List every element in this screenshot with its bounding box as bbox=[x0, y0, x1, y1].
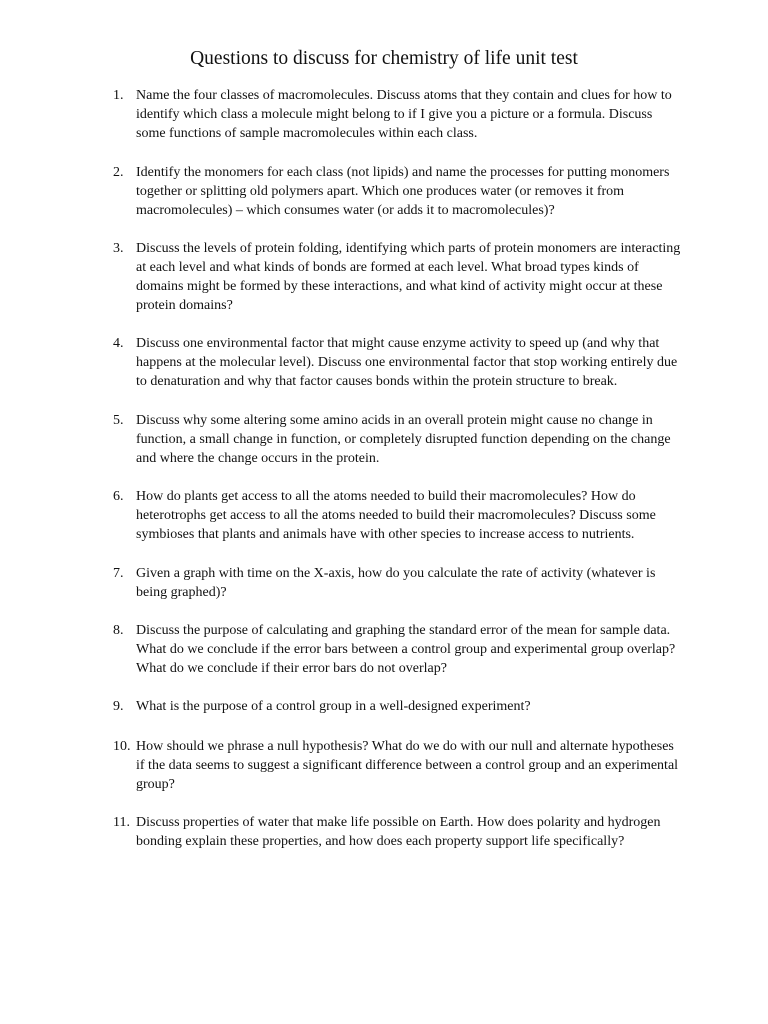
question-text bbox=[136, 737, 681, 794]
question-number: 9. bbox=[113, 699, 124, 714]
question-number: 8. bbox=[113, 623, 124, 638]
question-number: 6. bbox=[113, 489, 124, 504]
question-text-line: domains might be formed by these interactions, and what kind of activity might occur at these bbox=[136, 279, 663, 294]
question-text bbox=[136, 239, 681, 315]
question-number: 3. bbox=[113, 241, 124, 256]
question-number: 11. bbox=[113, 815, 130, 830]
question-text-line: Name the four classes of macromolecules. Discuss atoms that they contain and clues for how to bbox=[136, 88, 672, 103]
question-text bbox=[136, 334, 681, 391]
question-text-line: some functions of sample macromolecules within each class. bbox=[136, 126, 478, 141]
question-text-line: being graphed)? bbox=[136, 585, 227, 600]
page-title: Questions to discuss for chemistry of life unit test bbox=[190, 48, 578, 69]
question-number: 7. bbox=[113, 566, 124, 581]
question-text-line: function, a small change in function, or completely disrupted function depending on the change bbox=[136, 432, 671, 447]
question-text-line: group? bbox=[136, 777, 175, 792]
question-text bbox=[136, 564, 681, 602]
question-text bbox=[136, 621, 681, 678]
question-text bbox=[136, 411, 681, 468]
question-number: 5. bbox=[113, 413, 124, 428]
question-text-line: What is the purpose of a control group in a well-designed experiment? bbox=[136, 699, 531, 714]
question-text-line: together or splitting old polymers apart. Which one produces water (or removes it from bbox=[136, 184, 625, 199]
question-text-line: and where the change occurs in the protein. bbox=[136, 451, 380, 466]
question-text-line: to denaturation and why that factor causes bonds within the protein structure to break. bbox=[136, 374, 618, 389]
question-text-line: protein domains? bbox=[136, 298, 233, 313]
question-text bbox=[136, 86, 681, 143]
question-text-line: What do we conclude if their error bars do not overlap? bbox=[136, 661, 447, 676]
question-text-line: What do we conclude if the error bars between a control group and experimental group overlap? bbox=[136, 642, 676, 657]
question-text-line: bonding explain these properties, and how does each property support life specifically? bbox=[136, 834, 625, 849]
question-text-line: symbioses that plants and animals have with other species to increase access to nutrients. bbox=[136, 527, 635, 542]
question-text bbox=[136, 487, 681, 544]
question-text-line: heterotrophs get access to all the atoms needed to build their macromolecules? Discuss some bbox=[136, 508, 656, 523]
question-text-line: happens at the molecular level). Discuss one environmental factor that stop working entirely due bbox=[136, 355, 678, 370]
question-text-line: if the data seems to suggest a significant difference between a control group and an experimental bbox=[136, 758, 679, 773]
question-text bbox=[136, 163, 681, 220]
question-text-line: Identify the monomers for each class (not lipids) and name the processes for putting monomers bbox=[136, 165, 670, 180]
question-text-line: Discuss one environmental factor that might cause enzyme activity to speed up (and why that bbox=[136, 336, 660, 351]
question-number: 1. bbox=[113, 88, 124, 103]
question-text-line: identify which class a molecule might belong to if I give you a picture or a formula. Discuss bbox=[136, 107, 653, 122]
question-text-line: Discuss the levels of protein folding, identifying which parts of protein monomers are interacting bbox=[136, 241, 681, 256]
question-text-line: Discuss why some altering some amino acids in an overall protein might cause no change in bbox=[136, 413, 653, 428]
question-text-line: macromolecules) – which consumes water (or adds it to macromolecules)? bbox=[136, 203, 555, 218]
question-number: 4. bbox=[113, 336, 124, 351]
question-number: 10. bbox=[113, 739, 131, 754]
question-text bbox=[136, 697, 681, 716]
question-text-line: at each level and what kinds of bonds are formed at each level. What broad types kinds of bbox=[136, 260, 639, 275]
question-text-line: Discuss the purpose of calculating and graphing the standard error of the mean for sample data. bbox=[136, 623, 671, 638]
question-text-line: Given a graph with time on the X-axis, how do you calculate the rate of activity (whatever is bbox=[136, 566, 656, 581]
question-number: 2. bbox=[113, 165, 124, 180]
question-text-line: Discuss properties of water that make life possible on Earth. How does polarity and hydrogen bbox=[136, 815, 661, 830]
question-text bbox=[136, 813, 681, 851]
question-text-line: How do plants get access to all the atoms needed to build their macromolecules? How do bbox=[136, 489, 636, 504]
question-text-line: How should we phrase a null hypothesis? What do we do with our null and alternate hypotheses bbox=[136, 739, 674, 754]
